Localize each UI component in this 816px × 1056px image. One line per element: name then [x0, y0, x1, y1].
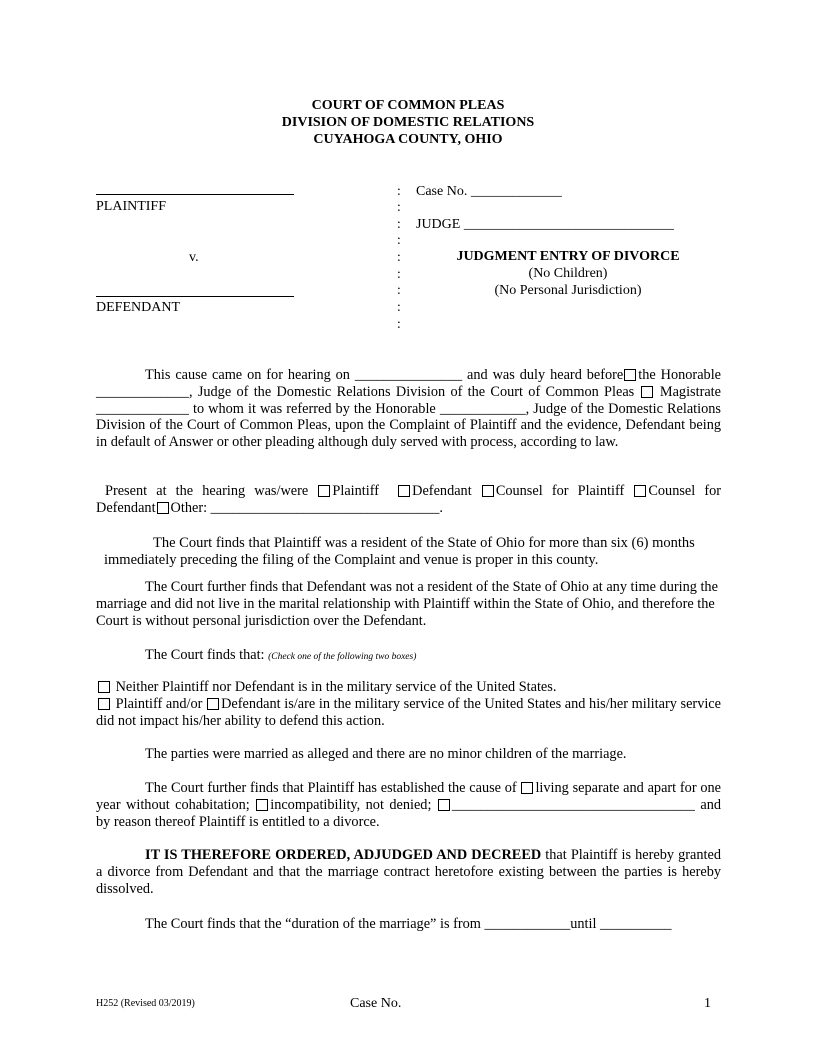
court-finds-line: The Court finds that: (Check one of the following two boxes) [145, 647, 417, 663]
judge-label: JUDGE [416, 217, 461, 232]
cause-other-checkbox[interactable] [438, 799, 450, 811]
document-subtitle-children: (No Children) [528, 266, 608, 281]
versus-label: v. [189, 250, 199, 265]
judge-field[interactable] [416, 216, 674, 233]
military-option-1: Neither Plaintiff nor Defendant is in the military service of the United States. [96, 679, 721, 696]
present-defendant-checkbox[interactable] [398, 485, 410, 497]
case-number-blank[interactable]: _____________ [470, 184, 562, 199]
case-number-field[interactable] [416, 183, 562, 200]
present-counsel-defendant-checkbox[interactable] [634, 485, 646, 497]
plaintiff-label: PLAINTIFF [96, 199, 167, 214]
caption-colon: : [397, 199, 401, 214]
defendant-name-line[interactable] [96, 296, 294, 297]
hearing-date-blank[interactable]: _______________ [354, 367, 463, 383]
referring-judge-blank[interactable]: ____________ [439, 400, 526, 417]
caption-colon: : [397, 232, 401, 247]
judge-checkbox[interactable] [624, 369, 636, 381]
cause-living-separate-checkbox[interactable] [521, 782, 533, 794]
document-subtitle-jurisdiction: (No Personal Jurisdiction) [494, 283, 642, 298]
duration-start-blank[interactable]: ____________ [484, 916, 571, 932]
duration-line: The Court finds that the “duration of the marriage” is from ____________until __________ [145, 916, 672, 932]
footer-case-no: Case No. [350, 996, 402, 1011]
military-defendant-checkbox[interactable] [207, 698, 219, 710]
caption-colon: : [397, 266, 401, 281]
judge-blank[interactable]: ______________________________ [463, 217, 674, 232]
case-number-label: Case No. [416, 184, 468, 199]
caption-colon: : [397, 216, 401, 231]
defendant-label: DEFENDANT [96, 300, 180, 315]
form-id: H252 (Revised 03/2019) [96, 998, 195, 1009]
court-name: COURT OF COMMON PLEAS [311, 98, 505, 113]
ordered-heading: IT IS THEREFORE ORDERED, ADJUDGED AND DECREED [145, 847, 542, 863]
cause-incompatibility-checkbox[interactable] [256, 799, 268, 811]
present-counsel-plaintiff-checkbox[interactable] [482, 485, 494, 497]
duration-end-blank[interactable]: __________ [600, 916, 672, 932]
caption-colon: : [397, 299, 401, 314]
cause-other-blank[interactable]: __________________________________ [451, 796, 695, 813]
judge-name-blank[interactable]: _____________ [96, 383, 189, 400]
hearing-paragraph: This cause came on for hearing on _______________ and was duly heard before the Honorable _____________, Judge of the Domestic Relations Division of the Court of Common Pleas Magistrate _____________ to whom it was referred by the Honorable ____________, Judge of the Domestic Relations Division of the Court of Common Pleas, upon the Complaint of Plaintiff and the evidence, Defendant being in default of Answer or other pleading although duly served with process, according to law. [96, 367, 722, 451]
military-in-service-checkbox[interactable] [98, 698, 110, 710]
plaintiff-name-line[interactable] [96, 194, 294, 195]
ordered-paragraph: IT IS THEREFORE ORDERED, ADJUDGED AND DECREED that Plaintiff is hereby granted a divorce from Defendant and that the marriage contract heretofore existing between the parties is hereby dissolved. [96, 847, 721, 897]
caption-colon: : [397, 316, 401, 331]
division-name: DIVISION OF DOMESTIC RELATIONS [281, 115, 535, 130]
county-name: CUYAHOGA COUNTY, OHIO [313, 132, 503, 147]
page-number: 1 [704, 996, 711, 1011]
military-option-2: Plaintiff and/or Defendant is/are in the military service of the United States and his/her military service did not impact his/her ability to defend this action. [96, 696, 722, 729]
military-none-checkbox[interactable] [98, 681, 110, 693]
jurisdiction-paragraph: The Court further finds that Defendant was not a resident of the State of Ohio at any time during the marriage and did not live in the marital relationship with Plaintiff within the State of Ohio, and therefore the Court is without personal jurisdiction over the Defendant. [96, 579, 718, 629]
caption-colon: : [397, 183, 401, 198]
present-other-checkbox[interactable] [157, 502, 169, 514]
document-title: JUDGMENT ENTRY OF DIVORCE [456, 249, 680, 264]
check-note: (Check one of the following two boxes) [268, 652, 417, 662]
residency-paragraph: The Court finds that Plaintiff was a resident of the State of Ohio for more than six (6) months immediately preceding the filing of the Complaint and venue is proper in this county. [104, 535, 695, 568]
present-other-blank[interactable]: ________________________________. [210, 499, 443, 516]
magistrate-name-blank[interactable]: _____________ [96, 400, 189, 417]
present-at-hearing: Present at the hearing was/were Plaintiff Defendant Counsel for Plaintiff Counsel for Defendant Other: ________________________________. [96, 483, 722, 516]
caption-colon: : [397, 282, 401, 297]
present-plaintiff-checkbox[interactable] [318, 485, 330, 497]
magistrate-checkbox[interactable] [641, 386, 653, 398]
marriage-paragraph: The parties were married as alleged and there are no minor children of the marriage. [145, 746, 627, 762]
caption-colon: : [397, 249, 401, 264]
cause-paragraph: The Court further finds that Plaintiff has established the cause of living separate and apart for one year without cohabitation; incompatibility, not denied; __________________________________ and by reason thereof Plaintiff is entitled to a divorce. [96, 780, 722, 830]
